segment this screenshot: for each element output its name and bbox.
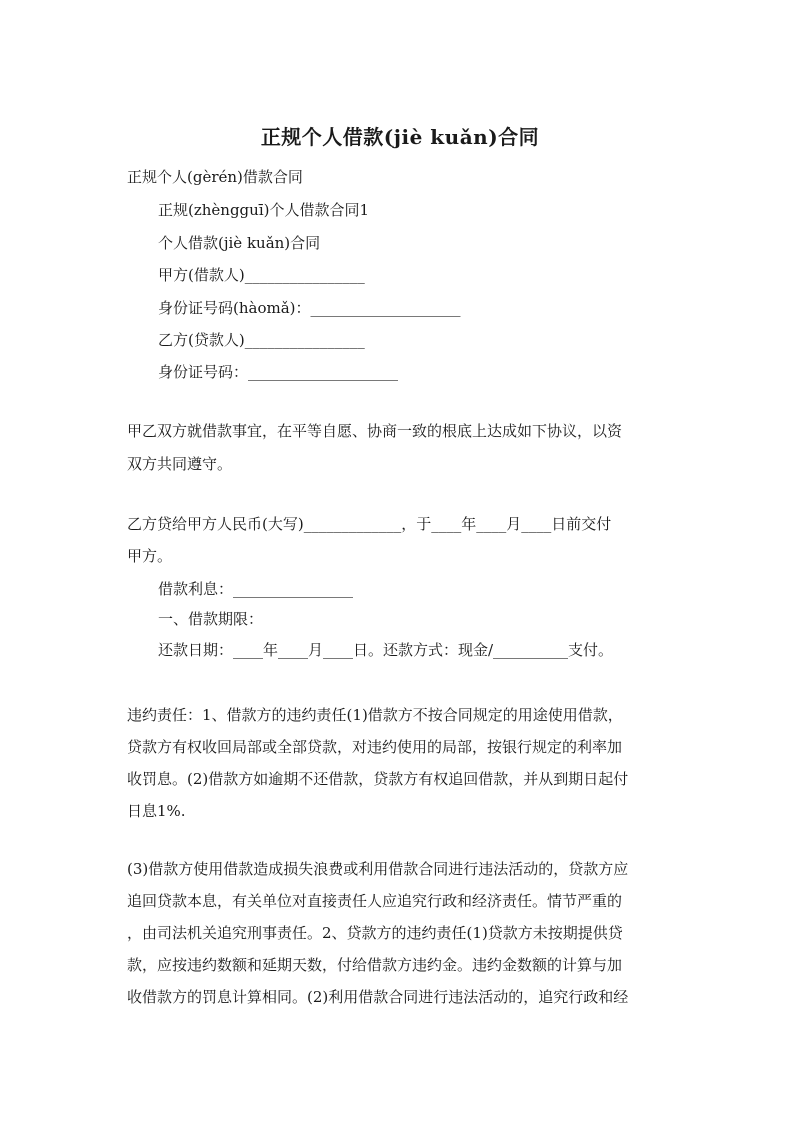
loan-interest-field: 借款利息：________________ [158, 580, 354, 598]
header-line-contract-type: 个人借款(jiè kuǎn)合同 [158, 234, 321, 252]
liability-line: ，由司法机关追究刑事责任。2、贷款方的违约责任(1)贷款方未按期提供贷 [127, 924, 623, 942]
agreement-line: 甲乙双方就借款事宜，在平等自愿、协商一致的根底上达成如下协议，以资 [127, 422, 623, 440]
loan-term-heading: 一、借款期限： [158, 610, 264, 628]
breach-line: 收罚息。(2)借款方如逾期不还借款，贷款方有权追回借款，并从到期日起付 [127, 770, 629, 788]
header-line-contract-name: 正规(zhèngguī)个人借款合同1 [158, 201, 370, 219]
liability-line: (3)借款方使用借款造成损失浪费或利用借款合同进行违法活动的，贷款方应 [127, 860, 629, 878]
loan-amount-line: 甲方。 [127, 547, 173, 565]
liability-line: 追回贷款本息，有关单位对直接责任人应追究行政和经济责任。情节严重的 [127, 892, 623, 910]
breach-line: 日息1%. [127, 802, 186, 820]
header-line-subtitle: 正规个人(gèrén)借款合同 [127, 168, 303, 186]
party-b-id-field: 身份证号码：____________________ [158, 363, 399, 381]
breach-line: 违约责任：1、借款方的违约责任(1)借款方不按合同规定的用途使用借款， [127, 706, 623, 724]
party-a-field: 甲方(借款人)________________ [158, 266, 365, 284]
repayment-line: 还款日期：____年____月____日。还款方式：现金/__________支付。 [158, 641, 614, 659]
liability-line: 款，应按违约数额和延期天数，付给借款方违约金。违约金数额的计算与加 [127, 956, 623, 974]
party-b-field: 乙方(贷款人)________________ [158, 331, 365, 349]
breach-line: 贷款方有权收回局部或全部贷款，对违约使用的局部，按银行规定的利率加 [127, 738, 623, 756]
agreement-line: 双方共同遵守。 [127, 455, 233, 473]
loan-amount-line: 乙方贷给甲方人民币(大写)_____________，于____年____月____日前交付 [127, 515, 612, 533]
liability-line: 收借款方的罚息计算相同。(2)利用借款合同进行违法活动的，追究行政和经 [127, 988, 629, 1006]
party-a-id-field: 身份证号码(hàomǎ)：____________________ [158, 299, 461, 317]
document-title: 正规个人借款(jiè kuǎn)合同 [260, 125, 540, 149]
